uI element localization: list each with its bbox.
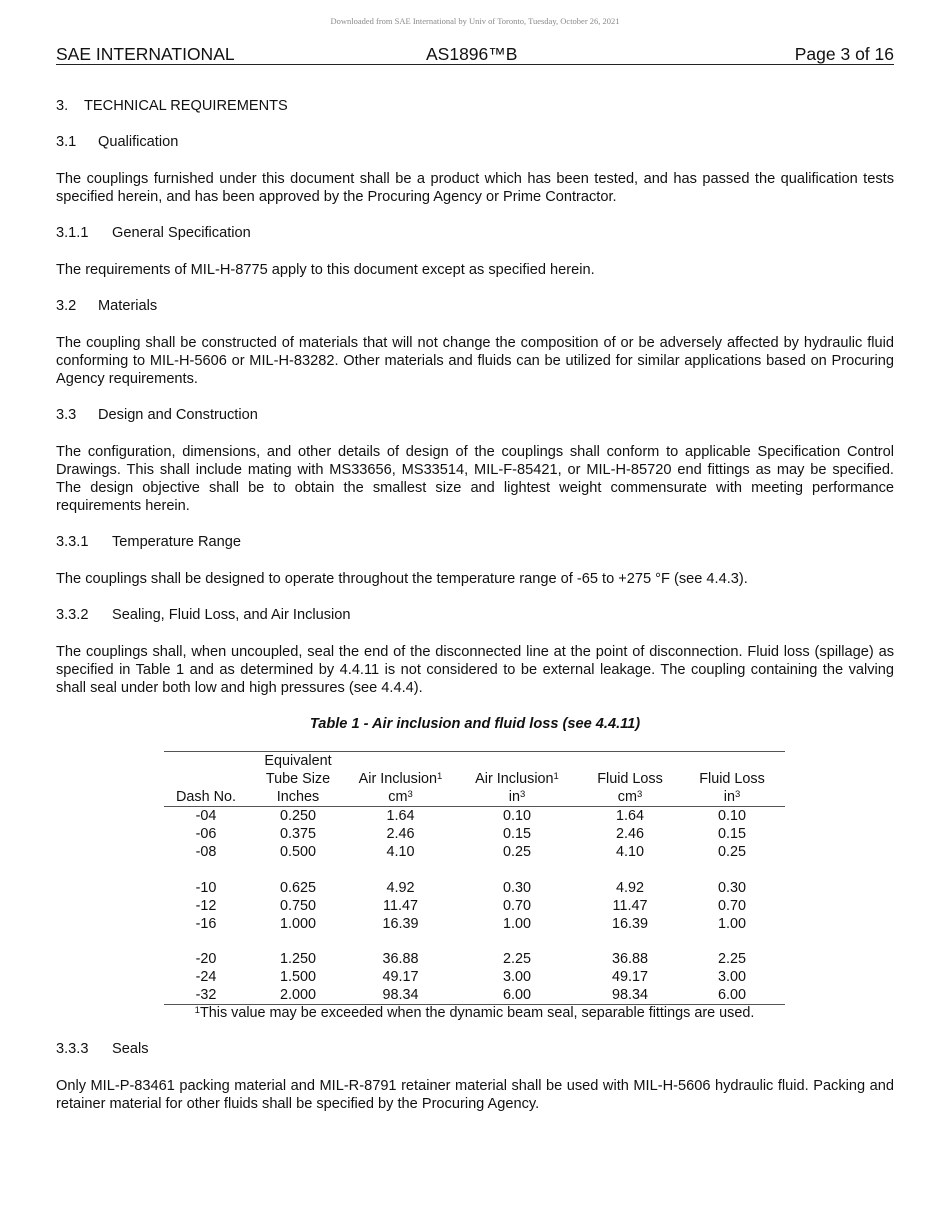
air-inclusion-fluid-loss-table (164, 751, 785, 1005)
publisher-name: SAE INTERNATIONAL (56, 44, 235, 64)
section-number: 3. (56, 98, 69, 114)
header-cell (581, 752, 679, 770)
section-heading-3-1-1 (56, 224, 894, 242)
section-heading-3-1 (56, 133, 894, 151)
header-cell (348, 752, 453, 770)
section-title: Design and Construction (98, 407, 258, 423)
table-row: -16 1.000 16.39 1.00 16.39 1.00 (195, 915, 746, 932)
document-number: AS1896™B (426, 44, 518, 64)
section-heading-3-3-2 (56, 606, 894, 624)
page-header (56, 44, 894, 65)
section-heading-3-3-3 (56, 1040, 894, 1058)
download-watermark: Downloaded from SAE International by Univ of Toronto, Tuesday, October 26, 2021 (330, 16, 620, 26)
table-caption: Table 1 - Air inclusion and fluid loss (see 4.4.11) (309, 716, 641, 732)
section-body-3-2: The coupling shall be constructed of materials that will not change the composition of or be adversely affected by hydraulic fluid conforming to MIL-H-5606 or MIL-H-83282. Other materials and fluids can be utilized for similar applications based on Procuring Agency requirements. (56, 335, 894, 387)
section-body-3-1: The couplings furnished under this document shall be a product which has been tested, and has passed the qualification tests specified herein, and has been approved by the Procuring Agency or Prime Contractor. (56, 171, 894, 205)
header-cell: Fluid Loss (597, 771, 663, 787)
table-row: -04 0.250 1.64 0.10 1.64 0.10 (195, 808, 746, 824)
header-cell: $cm^3$ (581, 788, 679, 807)
section-body-3-3-1: The couplings shall be designed to operate throughout the temperature range of -65 to +275 °F (see 4.4.3). (56, 571, 748, 587)
section-title: TECHNICAL REQUIREMENTS (84, 98, 288, 114)
section-heading-3-3-1 (56, 533, 894, 551)
header-cell: $in^3$ (679, 788, 785, 807)
table-row: -32 2.000 98.34 6.00 98.34 6.00 (164, 986, 785, 1005)
section-number: 3.3.1 (56, 534, 89, 550)
table-row: -08 0.500 4.10 0.25 4.10 0.25 (195, 844, 746, 860)
header-cell: Inches (248, 788, 348, 807)
header-cell: Equivalent (264, 753, 332, 769)
table-header-row-2 (164, 770, 785, 788)
section-title: Temperature Range (112, 534, 241, 550)
table-row: -20 1.250 36.88 2.25 36.88 2.25 (195, 951, 746, 967)
section-title: Qualification (98, 134, 179, 150)
section-heading-3-2 (56, 297, 894, 315)
header-cell (679, 752, 785, 770)
section-number: 3.3.2 (56, 607, 89, 623)
header-cell: $in^3$ (453, 788, 581, 807)
section-title: Materials (98, 298, 158, 314)
table-header-row-3 (164, 788, 785, 807)
section-number: 3.2 (56, 298, 77, 314)
section-heading-3-3 (56, 406, 894, 424)
section-title: General Specification (112, 225, 251, 241)
header-cell (164, 770, 248, 788)
table-spacer-row (164, 861, 785, 879)
header-cell: $cm^3$ (348, 788, 453, 807)
section-number: 3.3.3 (56, 1041, 89, 1057)
header-cell (164, 752, 248, 770)
table-row: -10 0.625 4.92 0.30 4.92 0.30 (195, 879, 746, 896)
header-cell: Fluid Loss (699, 771, 765, 787)
section-body-3-3-3: Only MIL-P-83461 packing material and MIL-R-8791 retainer material shall be used with MIL-H-5606 hydraulic fluid. Packing and retainer material for other fluids shall be specified by the Procuring Agency. (56, 1078, 894, 1112)
section-body-3-1-1: The requirements of MIL-H-8775 apply to this document except as specified herein. (56, 262, 595, 278)
section-body-3-3: The configuration, dimensions, and other details of design of the couplings shall conform to applicable Specification Control Drawings. This shall include mating with MS33656, MS33514, MIL-F-85421, or MIL-H-85720 end fittings as may be specified. The design objective shall be to obtain the smallest size and lightest weight commensurate with meeting performance requirements herein. (56, 444, 894, 514)
table-spacer-row (164, 933, 785, 951)
section-number: 3.1 (56, 134, 77, 150)
header-cell: Air Inclusion$^1$ (358, 771, 443, 787)
footnote-mark: 1 (194, 1005, 200, 1016)
section-title: Sealing, Fluid Loss, and Air Inclusion (112, 607, 351, 623)
header-cell: Dash No. (164, 788, 248, 807)
header-cell (453, 752, 581, 770)
table-footnote (164, 1004, 785, 1022)
header-cell: Tube Size (265, 771, 331, 787)
page-number: Page 3 of 16 (794, 44, 894, 64)
section-body-3-3-2: The couplings shall, when uncoupled, seal the end of the disconnected line at the point of disconnection. Fluid loss (spillage) as specified in Table 1 and as determined by 4.4.11 is not considered to be external leakage. The coupling containing the valving shall seal under both low and high pressures (see 4.4.4). (56, 644, 894, 696)
table-row: -24 1.500 49.17 3.00 49.17 3.00 (195, 969, 746, 985)
section-number: 3.1.1 (56, 225, 89, 241)
header-cell: Air Inclusion$^1$ (475, 771, 559, 787)
table-row: -12 0.750 11.47 0.70 11.47 0.70 (195, 897, 746, 914)
section-title: Seals (112, 1041, 149, 1057)
section-heading-3 (56, 97, 894, 115)
table-row: -06 0.375 2.46 0.15 2.46 0.15 (195, 826, 746, 842)
table-header-row-1 (164, 752, 785, 770)
footnote-text: This value may be exceeded when the dynamic beam seal, separable fittings are used. (199, 1005, 755, 1021)
section-number: 3.3 (56, 407, 77, 423)
